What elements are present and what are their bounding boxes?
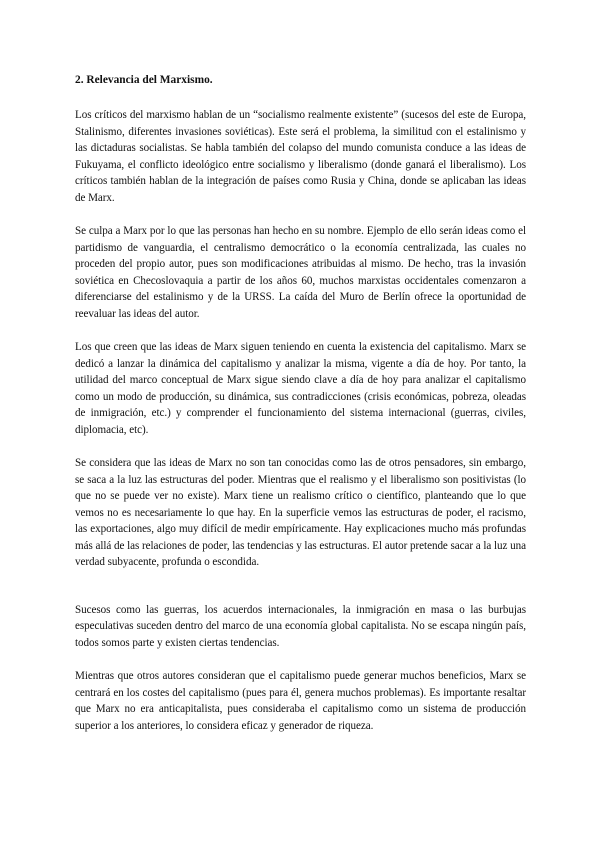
paragraph-power-structures: Se considera que las ideas de Marx no son tan conocidas como las de otros pensadores, sin embargo, se saca a la luz las estructuras del poder. Mientras que el realismo y el liberalismo son positivistas (lo que no se puede ver no existe). Marx tiene un realismo crítico o científico, planteando que lo que vemos no es necesariamente lo que hay. En la superficie vemos las estructuras de poder, el racismo, las exportaciones, algo muy difícil de medir empíricamente. Hay explicaciones mucho más profundas más allá de las relaciones de poder, las tendencias y las estructuras. El autor pretende sacar a la luz una verdad subyacente, profunda o escondida.: [75, 457, 527, 568]
paragraph-critics: Los críticos del marxismo hablan de un “socialismo realmente existente” (sucesos del este de Europa, Stalinismo, diferentes invasiones soviéticas). Este será el problema, la similitud con el estalinismo y las dictaduras socialistas. Se habla también del colapso del mundo comunista conduce a las ideas de Fukuyama, el conflicto ideológico entre socialismo y liberalismo (donde ganará el liberalismo). Los críticos también hablan de la integración de países como Rusia y China, donde se aplicaban las ideas de Marx.: [75, 109, 526, 204]
paragraph-costs-of-capitalism: Mientras que otros autores consideran que el capitalismo puede generar muchos beneficios, Marx se centrará en los costes del capitalismo (pues para él, genera muchos problemas). Es importante resaltar que Marx no era anticapitalista, pues consideraba el capitalismo como un sistema de producción superior a los anteriores, lo considera eficaz y generador de riqueza.: [75, 670, 526, 732]
paragraph-blame-marx: Se culpa a Marx por lo que las personas han hecho en su nombre. Ejemplo de ello serán ideas como el partidismo de vanguardia, el centralismo democrático o la economía centralizada, las cuales no proceden del propio autor, pues son modificaciones atribuidas al mismo. De hecho, tras la invasión soviética en Checoslovaquia a partir de los años 60, muchos marxistas occidentales comenzaron a diferenciarse del estalinismo y de la URSS. La caída del Muro de Berlín ofrece la oportunidad de reevaluar las ideas del autor.: [75, 225, 526, 320]
paragraph-global-economy: Sucesos como las guerras, los acuerdos internacionales, la inmigración en masa o las burbujas especulativas suceden dentro del marco de una economía global capitalista. No se escapa ningún país, todos somos parte y existen ciertas tendencias.: [75, 603, 526, 649]
paragraph-capitalism-dynamics: Los que creen que las ideas de Marx siguen teniendo en cuenta la existencia del capitalismo. Marx se dedicó a lanzar la dinámica del capitalismo y analizar la misma, vigente a día de hoy. Por tanto, la utilidad del marco conceptual de Marx sigue siendo clave a día de hoy para analizar el capitalismo como un modo de producción, su dinámica, sus contradicciones (crisis económicas, pobreza, oleadas de inmigración, etc.) y comprender el funcionamiento del sistema internacional (guerras, civiles, diplomacia, etc).: [75, 341, 526, 436]
document-body: [75, 72, 526, 751]
section-heading: 2. Relevancia del Marxismo.: [75, 74, 213, 86]
